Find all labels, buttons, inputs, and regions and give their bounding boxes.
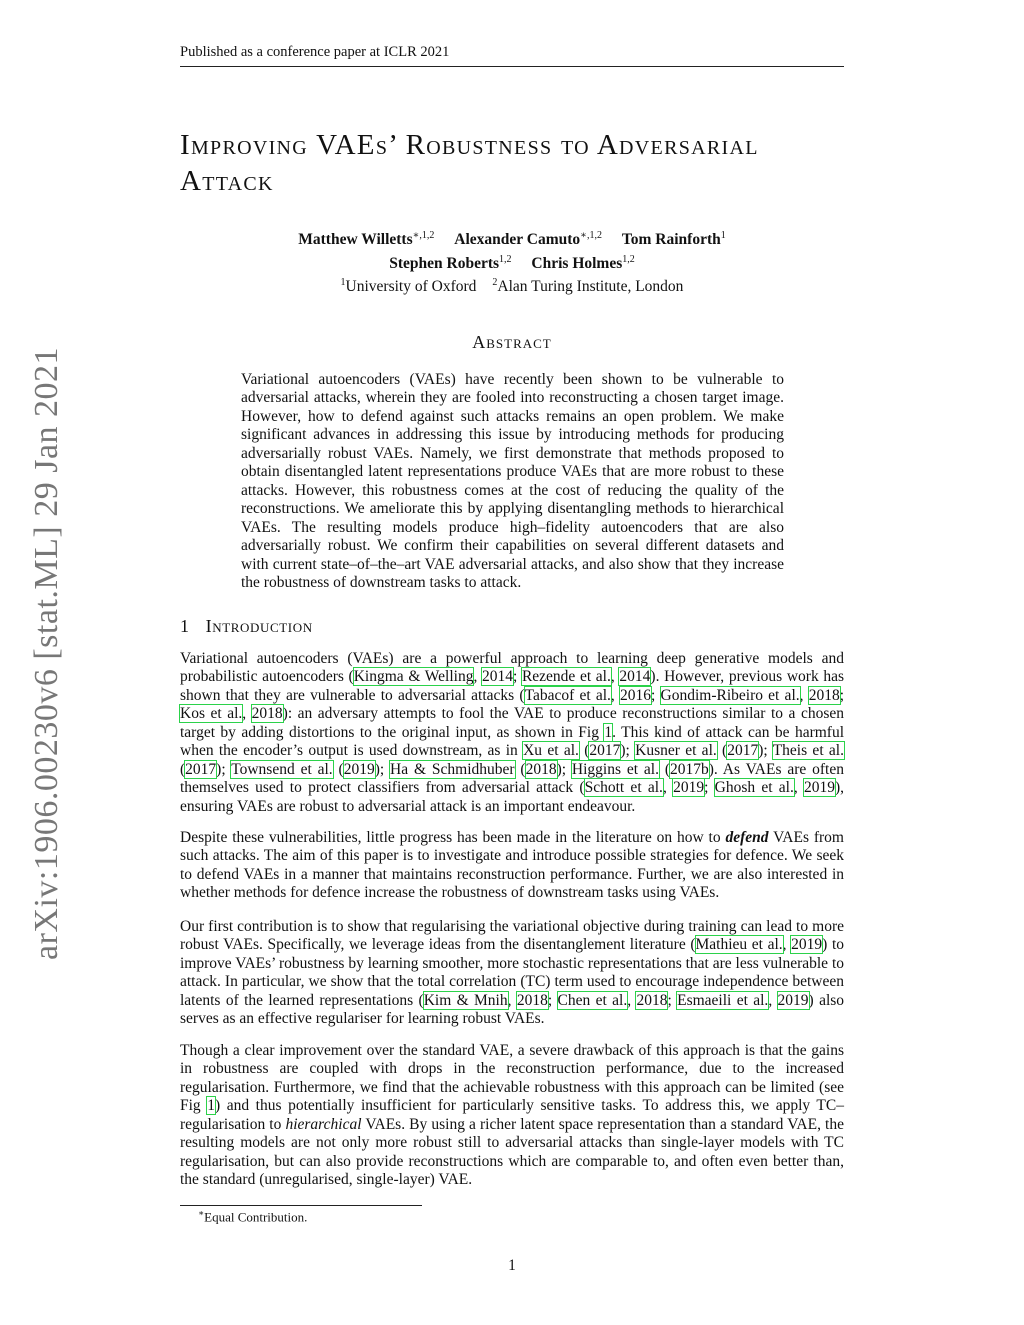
abstract-heading: Abstract: [472, 332, 552, 352]
citation-link[interactable]: 2019: [803, 779, 835, 797]
author-block: [180, 226, 844, 297]
citation-link[interactable]: 2019: [777, 991, 809, 1009]
citation-link[interactable]: 2014: [619, 668, 651, 686]
citation-link[interactable]: 2018: [525, 760, 557, 778]
citation-link[interactable]: Mathieu et al.: [695, 936, 783, 954]
figure-ref-link[interactable]: 1: [207, 1097, 215, 1115]
page-number: 1: [508, 1257, 516, 1274]
affiliation-sup: 1: [340, 277, 346, 289]
author-name: Tom Rainforth: [621, 231, 721, 249]
running-head: Published as a conference paper at ICLR 2021: [180, 44, 450, 60]
affiliation-sup: 2: [492, 277, 498, 289]
citation-link[interactable]: Townsend et al.: [231, 760, 333, 778]
section-number: 1: [180, 616, 190, 636]
citation-link[interactable]: Kos et al.: [180, 705, 243, 723]
emphasis: defend: [725, 829, 769, 846]
header-rule: [180, 66, 844, 67]
affiliation: University of Oxford: [345, 278, 477, 296]
author-sup: 1,2: [499, 253, 512, 265]
emphasis: hierarchical: [285, 1115, 362, 1133]
affiliation: Alan Turing Institute, London: [497, 278, 684, 296]
footnote-rule: [180, 1205, 422, 1206]
author-sup: 1,2: [622, 253, 635, 265]
paragraph-4: Though a clear improvement over the standard VAE, a severe drawback of this approach is that the gains in robustness are coupled with drops in the reconstruction performance, due to the increased regularisation. Furthermore, we find that the achievable robustness with this approach can be limited (see Fig 1) and thus potentially insufficient for particularly sensitive tasks. To address this, we apply TC–regularisation to hierarchical VAEs. By using a richer latent space representation than a standard VAE, the resulting models are not only more robust still to adversarial attacks than single-layer models with TC regularisation, but can also provide reconstructions which are comparable to, and often even better than, the standard (unregularised, single-layer) VAE.: [180, 1042, 844, 1189]
figure-ref-link[interactable]: 1: [604, 723, 613, 741]
citation-link[interactable]: 2018: [516, 991, 548, 1009]
section-heading: [180, 616, 313, 637]
affiliation-line: [180, 273, 844, 297]
abstract-text: Variational autoencoders (VAEs) have recently been shown to be vulnerable to adversarial attacks, wherein they are fooled into reconstructing a chosen target image. However, how to defend against such attacks remains an open problem. We make significant advances in addressing this issue by introducing methods for producing adversarially robust VAEs. Namely, we first demonstrate that methods proposed to obtain disentangled latent representations produce VAEs that are more robust to these attacks. However, this robustness comes at the cost of reducing the quality of the reconstructions. We ameliorate this by applying disentangling methods to hierarchical VAEs. The resulting models produce high–fidelity autoencoders that are also adversarially robust. We confirm their capabilities on several different datasets and with current state–of–the–art VAE adversarial attacks, and also show that they increase the robustness of downstream tasks to attack.: [241, 371, 784, 591]
citation-link[interactable]: 2018: [636, 991, 668, 1009]
citation-link[interactable]: 2017: [185, 760, 217, 778]
citation-link[interactable]: Xu et al.: [523, 742, 579, 760]
author-sup: ∗,1,2: [580, 230, 602, 241]
citation-link[interactable]: 2019: [673, 779, 705, 797]
citation-link[interactable]: Chen et al.: [557, 991, 628, 1009]
author-name: Chris Holmes: [531, 254, 623, 272]
author-sup: 1: [720, 230, 726, 241]
citation-link[interactable]: 2017: [589, 742, 621, 760]
citation-link[interactable]: 2016: [620, 686, 651, 704]
citation-link[interactable]: Higgins et al.: [571, 760, 659, 778]
citation-link[interactable]: 2019: [791, 936, 823, 954]
citation-link[interactable]: Tabacof et al.: [524, 686, 611, 704]
citation-link[interactable]: Theis et al.: [772, 742, 844, 760]
citation-link[interactable]: Kusner et al.: [635, 742, 717, 760]
citation-link[interactable]: Kingma & Welling: [353, 668, 474, 686]
citation-link[interactable]: Rezende et al.: [521, 668, 611, 686]
citation-link[interactable]: Ghosh et al.: [714, 779, 794, 797]
paragraph-1: Variational autoencoders (VAEs) are a powerful approach to learning deep generative models and probabilistic autoencoders (Kingma & Welling, 2014; Rezende et al., 2014). However, previous work has shown that they are vulnerable to adversarial attacks (Tabacof et al., 2016; Gondim-Ribeiro et al., 2018; Kos et al., 2018): an adversary attempts to fool the VAE to produce reconstructions similar to a chosen target by adding distortions to the original input, as shown in Fig 1. This kind of attack can be harmful when the encoder’s output is used downstream, as in Xu et al. (2017); Kusner et al. (2017); Theis et al. (2017); Townsend et al. (2019); Ha & Schmidhuber (2018); Higgins et al. (2017b). As VAEs are often themselves used to protect classifiers from adversarial attack (Schott et al., 2019; Ghosh et al., 2019), ensuring VAEs are robust to adversarial attack is an important endeavour.: [180, 650, 845, 815]
citation-link[interactable]: Kim & Mnih: [423, 991, 508, 1009]
footnote-text: Equal Contribution.: [204, 1209, 308, 1225]
citation-link[interactable]: Schott et al.: [584, 779, 663, 797]
arxiv-stamp: arXiv:1906.00230v6 [stat.ML] 29 Jan 2021: [28, 346, 65, 960]
citation-link[interactable]: 2018: [808, 686, 840, 704]
paragraph-2: Despite these vulnerabilities, little progress has been made in the literature on how to defend VAEs from such attacks. The aim of this paper is to investigate and introduce possible strategies for defence. We seek to defend VAEs in a manner that maintains reconstruction performance. Further, we are also interested in whether methods for defence increase the robustness of downstream tasks using VAEs.: [180, 829, 844, 902]
footnote: [198, 1208, 307, 1225]
author-line-2: [180, 250, 844, 274]
paper-title: Improving VAEs’ Robustness to Adversarial Attack: [180, 129, 759, 197]
citation-link[interactable]: Esmaeili et al.: [677, 991, 769, 1009]
author-name: Matthew Willetts: [298, 231, 413, 249]
footnote-marker: ∗: [198, 1208, 205, 1218]
author-line-1: [180, 226, 844, 250]
paragraph-3: Our first contribution is to show that regularising the variational objective during training can lead to more robust VAEs. Specifically, we leverage ideas from the disentanglement literature (Mathieu et al., 2019) to improve VAEs’ robustness by learning smoother, more stochastic representations that are less vulnerable to attack. In particular, we show that the total correlation (TC) term used to encourage independence between latents of the learned representations (Kim & Mnih, 2018; Chen et al., 2018; Esmaeili et al., 2019) also serves as an effective regulariser for learning robust VAEs.: [180, 918, 845, 1028]
citation-link[interactable]: 2018: [251, 705, 283, 723]
author-name: Stephen Roberts: [389, 254, 500, 272]
author-sup: ∗,1,2: [412, 230, 435, 241]
citation-link[interactable]: 2014: [481, 668, 513, 686]
citation-link[interactable]: Gondim-Ribeiro et al.: [660, 686, 800, 704]
citation-link[interactable]: 2017b: [670, 760, 709, 778]
citation-link[interactable]: Ha & Schmidhuber: [390, 760, 515, 778]
citation-link[interactable]: 2019: [343, 760, 375, 778]
citation-link[interactable]: 2017: [727, 742, 759, 760]
author-name: Alexander Camuto: [454, 231, 581, 249]
section-title: Introduction: [205, 616, 313, 636]
